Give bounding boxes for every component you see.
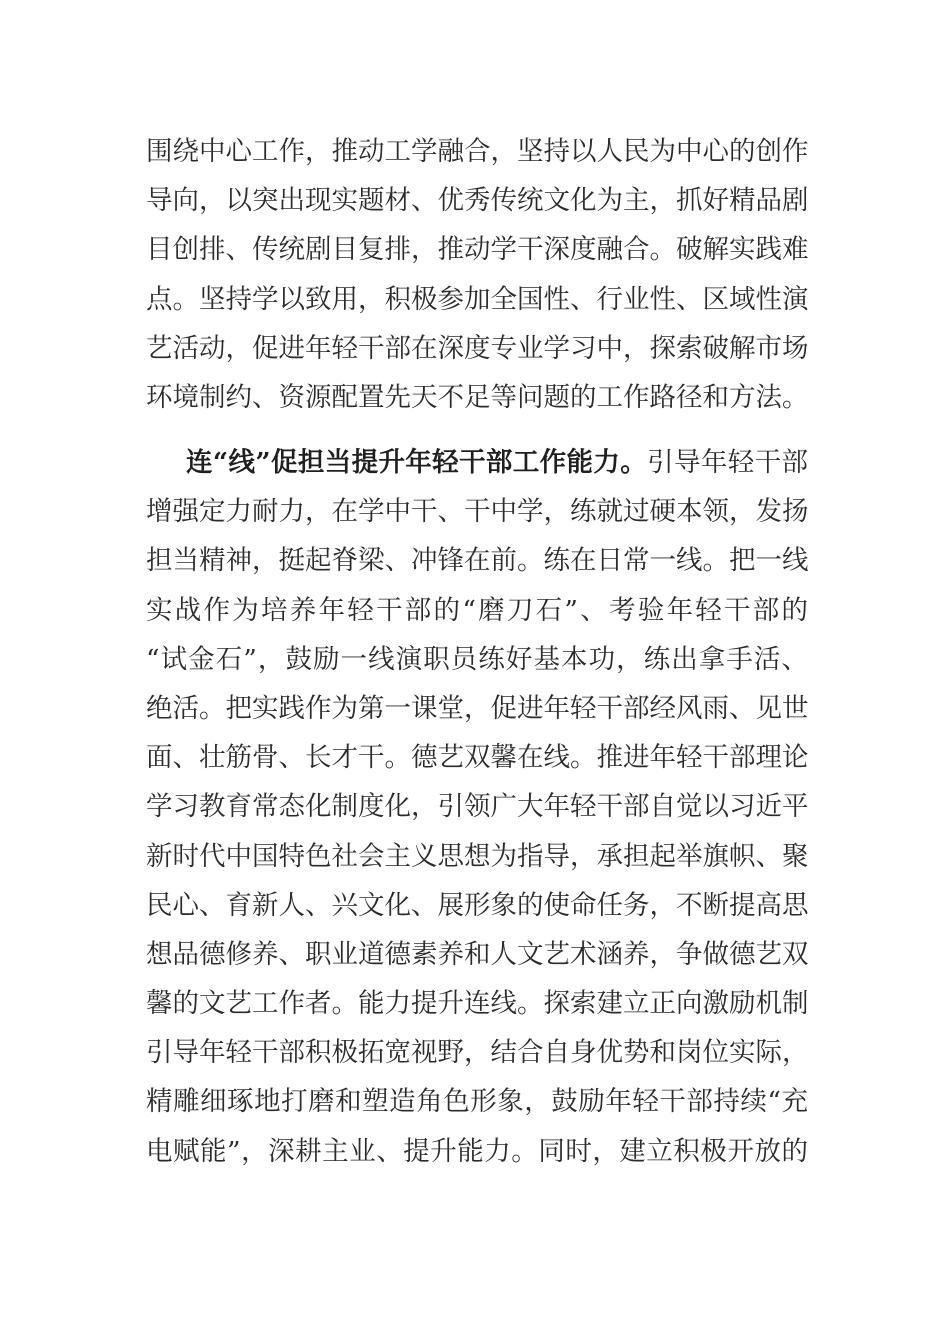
text-line: 面、壮筋骨、长才干。德艺双馨在线。推进年轻干部理论 xyxy=(146,742,809,774)
text-line: “试金石”，鼓励一线演职员练好基本功，练出拿手活、 xyxy=(146,643,808,675)
text-line: 精雕细琢地打磨和塑造角色形象，鼓励年轻干部持续“充 xyxy=(146,1086,808,1118)
first-line-text: 引导年轻干部 xyxy=(647,447,808,478)
text-line: 想品德修养、职业道德素养和人文艺术涵养，争做德艺双 xyxy=(146,938,809,970)
text-line: 导向，以突出现实题材、优秀传统文化为主，抓好精品剧 xyxy=(146,185,809,217)
text-line: 电赋能”，深耕主业、提升能力。同时，建立积极开放的 xyxy=(146,1135,808,1167)
text-line: 新时代中国特色社会主义思想为指导，承担起举旗帜、聚 xyxy=(146,840,809,872)
text-line: 实战作为培养年轻干部的“磨刀石”、考验年轻干部的 xyxy=(146,594,808,626)
text-line: 担当精神，挺起脊梁、冲锋在前。练在日常一线。把一线 xyxy=(146,545,809,577)
text-line: 围绕中心工作，推动工学融合，坚持以人民为中心的创作 xyxy=(146,136,809,167)
paragraph-first-line xyxy=(146,438,808,487)
section-heading: 连“线”促担当提升年轻干部工作能力。 xyxy=(186,447,648,478)
text-line: 绝活。把实践作为第一课堂，促进年轻干部经风雨、见世 xyxy=(146,692,809,724)
text-line: 馨的文艺工作者。能力提升连线。探索建立正向激励机制 xyxy=(146,988,809,1020)
text-line: 点。坚持学以致用，积极参加全国性、行业性、区域性演 xyxy=(146,283,809,315)
text-line: 增强定力耐力，在学中干、干中学，练就过硬本领，发扬 xyxy=(146,496,809,528)
text-line: 目创排、传统剧目复排，推动学干深度融合。破解实践难 xyxy=(146,234,809,266)
text-line: 引导年轻干部积极拓宽视野，结合自身优势和岗位实际， xyxy=(146,1037,809,1069)
text-line: 艺活动，促进年轻干部在深度专业学习中，探索破解市场 xyxy=(146,332,809,364)
paragraph-1 xyxy=(146,127,808,422)
text-line: 环境制约、资源配置先天不足等问题的工作路径和方法。 xyxy=(146,381,809,413)
text-line: 学习教育常态化制度化，引领广大年轻干部自觉以习近平 xyxy=(146,791,809,823)
text-line: 民心、育新人、兴文化、展形象的使命任务，不断提高思 xyxy=(146,889,809,921)
paragraph-2 xyxy=(146,438,808,1176)
